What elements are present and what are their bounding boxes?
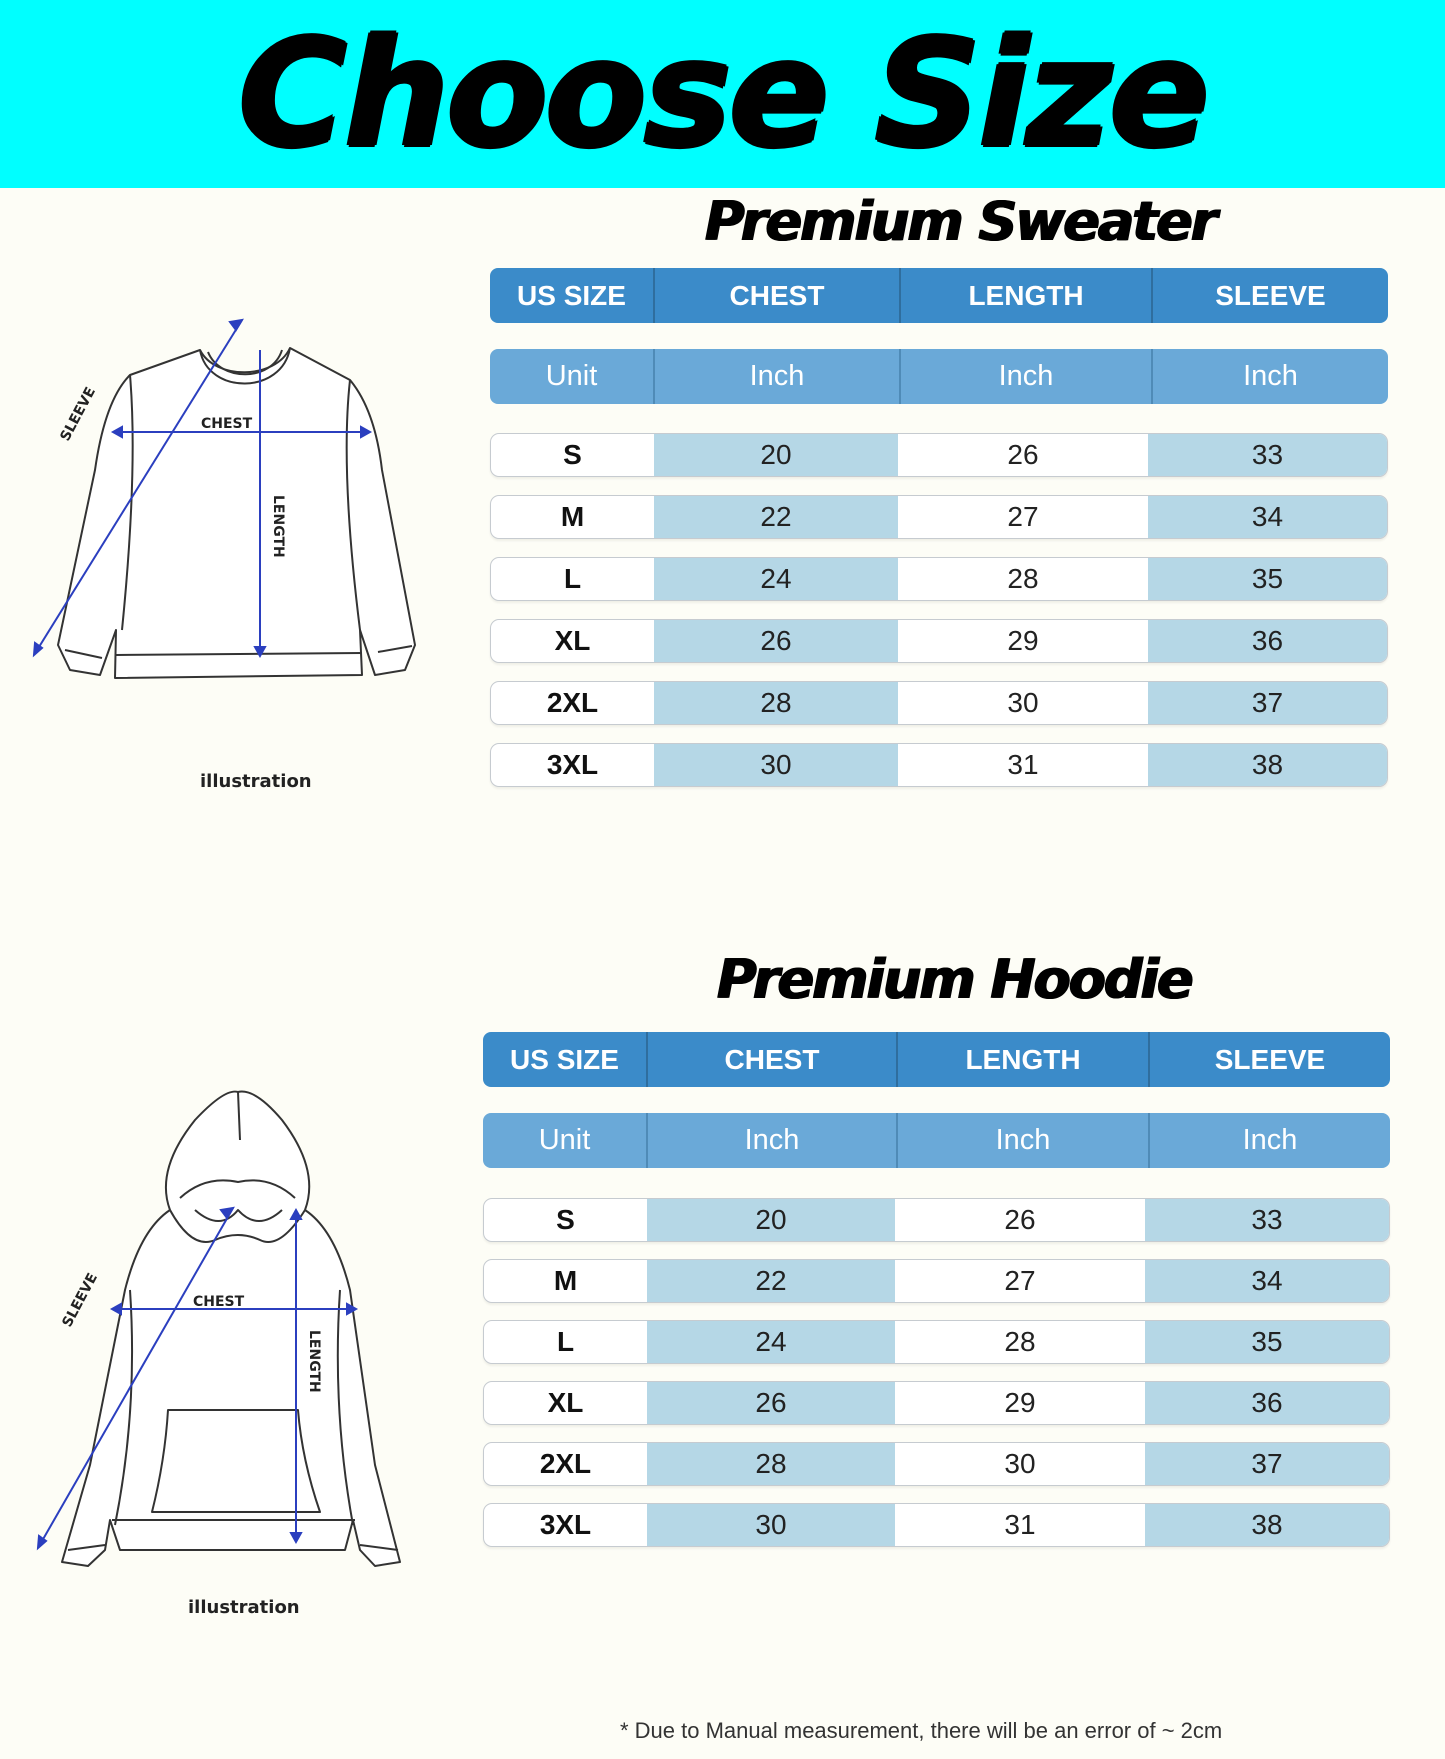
header-us-size: US SIZE — [517, 279, 626, 311]
table-row — [483, 1259, 1390, 1303]
size-cell: 2XL — [539, 1448, 592, 1479]
unit-sleeve: Inch — [1148, 1113, 1390, 1168]
length-cell: 27 — [1007, 501, 1039, 532]
unit-chest: Inch — [653, 349, 899, 404]
size-cell: L — [563, 563, 582, 594]
length-label: LENGTH — [306, 1330, 322, 1393]
table-row — [483, 1442, 1390, 1486]
header-row — [490, 268, 1388, 323]
unit-length: Inch — [899, 349, 1151, 404]
size-cell: M — [560, 501, 585, 532]
chest-label: CHEST — [201, 416, 253, 432]
chest-label: CHEST — [193, 1294, 245, 1310]
size-cell: L — [556, 1326, 575, 1357]
banner — [0, 0, 1445, 188]
sleeve-cell: 33 — [1148, 434, 1387, 476]
size-cell: 2XL — [546, 687, 599, 718]
unit-row — [483, 1113, 1390, 1168]
unit-row — [490, 349, 1388, 404]
length-cell: 29 — [1004, 1387, 1036, 1418]
unit-label: Unit — [545, 360, 598, 392]
header-row — [483, 1032, 1390, 1087]
sleeve-cell: 35 — [1148, 558, 1387, 600]
size-cell: M — [553, 1265, 578, 1296]
table-row — [483, 1198, 1390, 1242]
size-cell: S — [563, 439, 582, 470]
chest-cell: 26 — [647, 1382, 895, 1424]
length-cell: 28 — [1007, 563, 1039, 594]
size-cell: S — [556, 1204, 575, 1235]
sleeve-cell: 33 — [1145, 1199, 1389, 1241]
length-cell: 27 — [1004, 1265, 1036, 1296]
hoodie-illustration — [20, 1080, 460, 1580]
length-cell: 31 — [1004, 1509, 1036, 1540]
size-cell: XL — [554, 625, 591, 656]
length-cell: 30 — [1004, 1448, 1036, 1479]
sleeve-cell: 38 — [1145, 1504, 1389, 1546]
sleeve-label: SLEEVE — [59, 1270, 102, 1330]
chest-cell: 22 — [647, 1260, 895, 1302]
chest-cell: 26 — [654, 620, 898, 662]
length-cell: 26 — [1007, 439, 1039, 470]
header-sleeve: SLEEVE — [1148, 1032, 1390, 1087]
unit-length: Inch — [896, 1113, 1148, 1168]
unit-sleeve: Inch — [1151, 349, 1388, 404]
table-row — [490, 495, 1388, 539]
chest-cell: 28 — [654, 682, 898, 724]
sleeve-cell: 34 — [1148, 496, 1387, 538]
sweater-size-table — [490, 268, 1388, 787]
length-label: LENGTH — [270, 495, 286, 558]
table-row — [490, 557, 1388, 601]
footnote: * Due to Manual measurement, there will be an error of ~ 2cm — [620, 1718, 1223, 1743]
table-row — [483, 1320, 1390, 1364]
hoodie-illustration-label: illustration — [188, 1597, 300, 1618]
chest-cell: 28 — [647, 1443, 895, 1485]
page-title: Choose Size — [238, 8, 1207, 180]
sleeve-cell: 34 — [1145, 1260, 1389, 1302]
chest-cell: 24 — [654, 558, 898, 600]
header-sleeve: SLEEVE — [1151, 268, 1388, 323]
header-length: LENGTH — [899, 268, 1151, 323]
table-row — [490, 619, 1388, 663]
header-chest: CHEST — [646, 1032, 896, 1087]
hoodie-hood — [166, 1092, 309, 1242]
sweater-illustration — [20, 300, 460, 780]
sleeve-cell: 37 — [1148, 682, 1387, 724]
hoodie-title: Premium Hoodie — [717, 948, 1192, 1011]
length-cell: 28 — [1004, 1326, 1036, 1357]
table-row — [483, 1381, 1390, 1425]
table-row — [490, 433, 1388, 477]
chest-cell: 22 — [654, 496, 898, 538]
sleeve-cell: 35 — [1145, 1321, 1389, 1363]
unit-chest: Inch — [646, 1113, 896, 1168]
chest-cell: 20 — [654, 434, 898, 476]
sweater-outline — [58, 348, 415, 678]
size-cell: 3XL — [539, 1509, 592, 1540]
chest-cell: 20 — [647, 1199, 895, 1241]
length-cell: 31 — [1007, 749, 1039, 780]
header-chest: CHEST — [653, 268, 899, 323]
hoodie-pocket — [152, 1410, 320, 1512]
size-cell: XL — [547, 1387, 584, 1418]
sleeve-cell: 37 — [1145, 1443, 1389, 1485]
chest-cell: 30 — [647, 1504, 895, 1546]
chest-cell: 30 — [654, 744, 898, 786]
sweater-illustration-label: illustration — [200, 771, 312, 792]
unit-label: Unit — [538, 1124, 591, 1156]
sleeve-cell: 36 — [1148, 620, 1387, 662]
size-cell: 3XL — [546, 749, 599, 780]
sleeve-cell: 38 — [1148, 744, 1387, 786]
table-row — [490, 743, 1388, 787]
sleeve-cell: 36 — [1145, 1382, 1389, 1424]
sleeve-label: SLEEVE — [57, 384, 100, 444]
length-cell: 30 — [1007, 687, 1039, 718]
length-cell: 29 — [1007, 625, 1039, 656]
length-cell: 26 — [1004, 1204, 1036, 1235]
hoodie-size-table — [483, 1032, 1390, 1547]
header-length: LENGTH — [896, 1032, 1148, 1087]
chest-cell: 24 — [647, 1321, 895, 1363]
table-row — [483, 1503, 1390, 1547]
sweater-title: Premium Sweater — [705, 190, 1216, 253]
header-us-size: US SIZE — [510, 1043, 619, 1075]
table-row — [490, 681, 1388, 725]
